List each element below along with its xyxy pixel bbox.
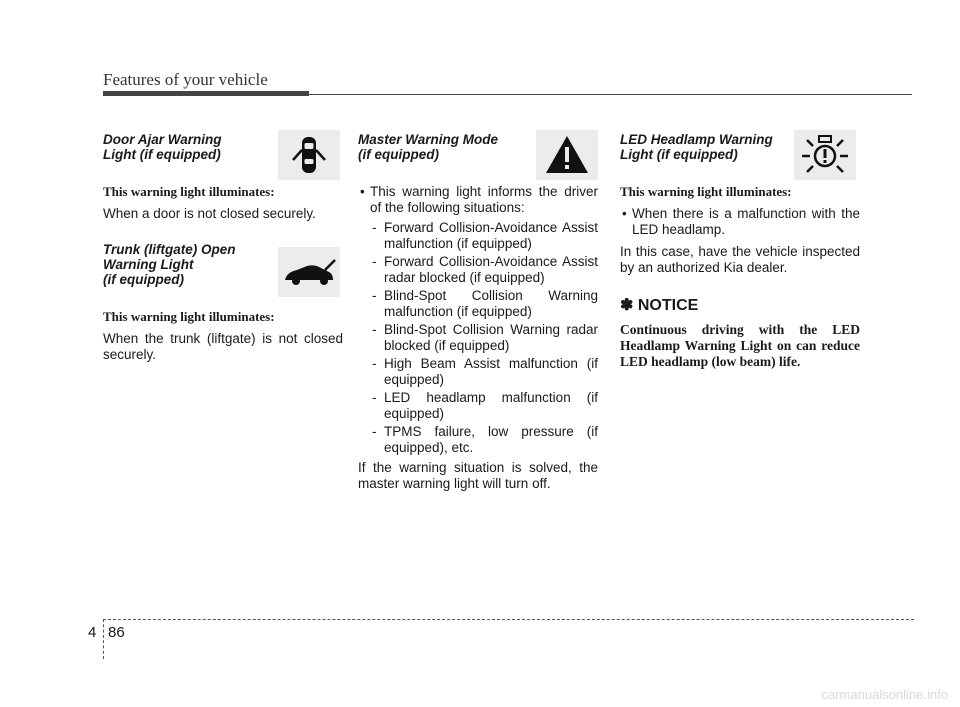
master-warning-intro: • This warning light informs the driver of the following situations:: [358, 184, 598, 216]
led-inspection-text: In this case, have the vehicle inspected by an authorized Kia dealer.: [620, 244, 860, 275]
list-item: - TPMS failure, low pressure (if equipped), etc.: [372, 424, 598, 455]
list-item: - Blind-Spot Collision Warning radar blocked (if equipped): [372, 322, 598, 353]
master-warning-icon: [536, 130, 598, 180]
door-ajar-icon: [278, 130, 340, 180]
page-number: 86: [108, 624, 125, 641]
trunk-illuminates-label: This warning light illuminates:: [103, 309, 275, 324]
svg-text:carmanualsonline.info: carmanualsonline.info: [821, 687, 948, 701]
notice-body: Continuous driving with the LED Headlamp Warning Light on can reduce LED headlamp (low beam) life.: [620, 322, 860, 369]
chapter-number: 4: [88, 624, 97, 641]
led-illuminates-label: This warning light illuminates:: [620, 184, 792, 199]
trunk-condition-text: When the trunk (liftgate) is not closed securely.: [103, 331, 343, 362]
list-item: - Blind-Spot Collision Warning malfunction (if equipped): [372, 288, 598, 319]
list-item: - LED headlamp malfunction (if equipped): [372, 390, 598, 421]
master-warning-heading: Master Warning Mode (if equipped): [358, 132, 499, 162]
door-illuminates-label: This warning light illuminates:: [103, 184, 275, 199]
list-item: - Forward Collision-Avoidance Assist malfunction (if equipped): [372, 220, 598, 251]
door-condition-text: When a door is not closed securely.: [103, 206, 316, 221]
door-ajar-heading: Door Ajar Warning Light (if equipped): [103, 132, 222, 162]
header-rule: [309, 94, 912, 95]
trunk-open-heading: Trunk (liftgate) Open Warning Light (if equipped): [103, 242, 236, 287]
notice-title: ✽ NOTICE: [620, 297, 699, 314]
trunk-open-icon: [278, 247, 340, 297]
column-master-warning: [358, 132, 598, 492]
master-warning-outro: If the warning situation is solved, the master warning light will turn off.: [358, 460, 598, 491]
list-item: - Forward Collision-Avoidance Assist radar blocked (if equipped): [372, 254, 598, 285]
watermark-logo: [768, 687, 948, 701]
header-bar: [103, 91, 309, 96]
list-item: - High Beam Assist malfunction (if equipped): [372, 356, 598, 387]
page-header-title: Features of your vehicle: [103, 70, 268, 89]
footer-vertical-divider: [103, 619, 104, 659]
led-malfunction-bullet: • When there is a malfunction with the LED headlamp.: [620, 206, 860, 238]
footer-divider: [103, 619, 914, 620]
led-headlamp-heading: LED Headlamp Warning Light (if equipped): [620, 132, 773, 162]
led-headlamp-warning-icon: [794, 130, 856, 180]
